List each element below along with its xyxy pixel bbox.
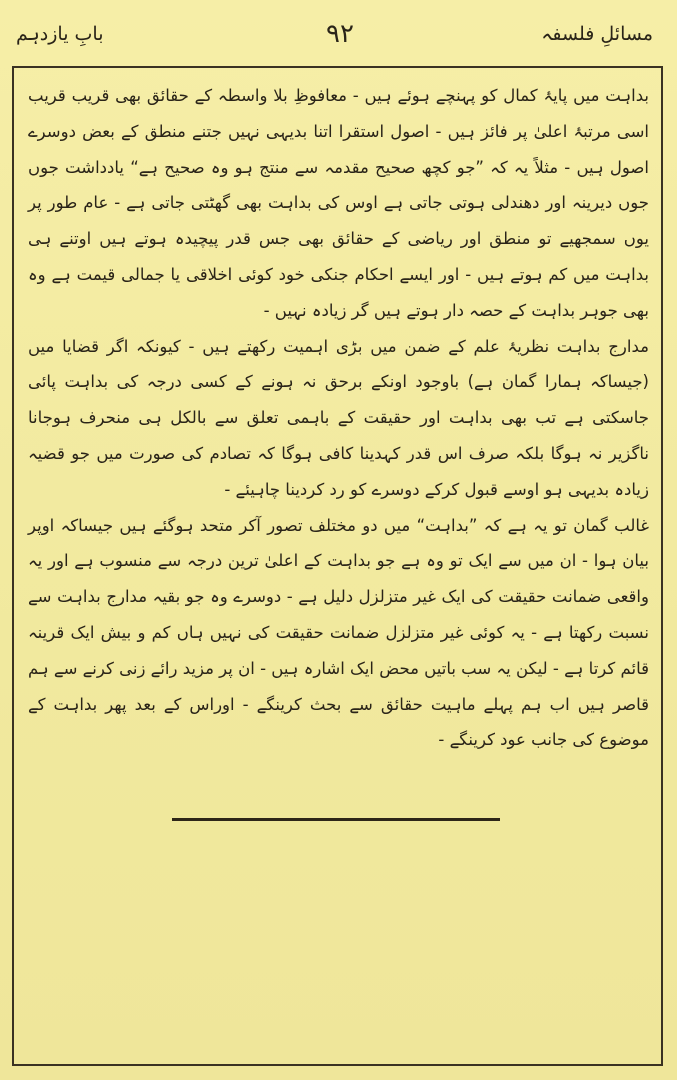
paragraph: بداہت میں پایۂ کمال کو پہنچے ہوئے ہیں - معافوظِ بلا واسطہ کے حقائق بھی قریب قریب اسی مرتبۂ اعلیٰ پر فائز ہیں - اصول استقرا اتنا بدیہی نہیں جتنے منطق کے بعض دوسرے اصول ہیں - مثلاً یہ کہ ”جو کچھ صحیح مقدمہ سے منتج ہو وہ صحیح ہے“ یادداشت جوں جوں دیرینہ اور دھندلی ہوتی جاتی ہے اوس کی بداہت بھی گھٹتی جاتی ہے - عام طور پر یوں سمجھیے تو منطق اور ریاضی کے حقائق بھی جس قدر پیچیدہ ہوتے ہیں اوتنے ہی بداہت میں کم ہوتے ہیں - اور ایسے احکام جنکی خود کوئی اخلاقی یا جمالی قیمت ہے وہ بھی جوہر بداہت کے حصہ دار ہوتے ہیں گر زیادہ نہیں - bbox=[28, 86, 649, 320]
book-running-title: مسائلِ فلسفہ bbox=[541, 23, 653, 45]
chapter-running-title: بابِ یازدہم bbox=[16, 23, 104, 45]
page-header bbox=[0, 0, 677, 62]
paragraph: مدارج بداہت نظریۂ علم کے ضمن میں بڑی اہمیت رکھتے ہیں - کیونکہ اگر قضایا میں (جیساکہ ہمارا گمان ہے) باوجود اونکے برحق نہ ہونے کے کسی درجہ کی بداہت پائی جاسکتی ہے تب بھی بداہت اور حقیقت کے باہمی تعلق سے بالکل ہی منحرف ہوجانا ناگزیر نہ ہوگا بلکہ صرف اس قدر کہدینا کافی ہوگا کہ تصادم کی صورت میں جو قضیہ زیادہ بدیہی ہو اوسے قبول کرکے دوسرے کو رد کردینا چاہیئے - bbox=[28, 336, 649, 499]
body-text bbox=[28, 78, 649, 758]
paragraph: غالب گمان تو یہ ہے کہ ”بداہت“ میں دو مختلف تصور آکر متحد ہوگئے ہیں جیساکہ اوپر بیان ہوا - ان میں سے ایک تو وہ ہے جو بداہت کے اعلیٰ ترین درجہ سے منسوب ہے اور یہ واقعی ضمانت حقیقت کی ایک غیر متزلزل دلیل ہے - دوسرے وہ جو بقیہ مدارج بداہت سے نسبت رکھتا ہے - یہ کوئی غیر متزلزل ضمانت حقیقت کی نہیں ہاں کم و بیش ایک قرینہ قائم کرتا ہے - لیکن یہ سب باتیں محض ایک اشارہ ہیں - ان پر مزید رائے زنی کرنے سے ہم قاصر ہیں اب ہم پہلے ماہیت حقائق سے بحث کرینگے - اوراس کے بعد پھر بداہت کے موضوع کی جانب عود کرینگے - bbox=[28, 515, 649, 750]
page-number: ۹۲ bbox=[326, 19, 354, 49]
section-divider-rule bbox=[172, 818, 500, 821]
